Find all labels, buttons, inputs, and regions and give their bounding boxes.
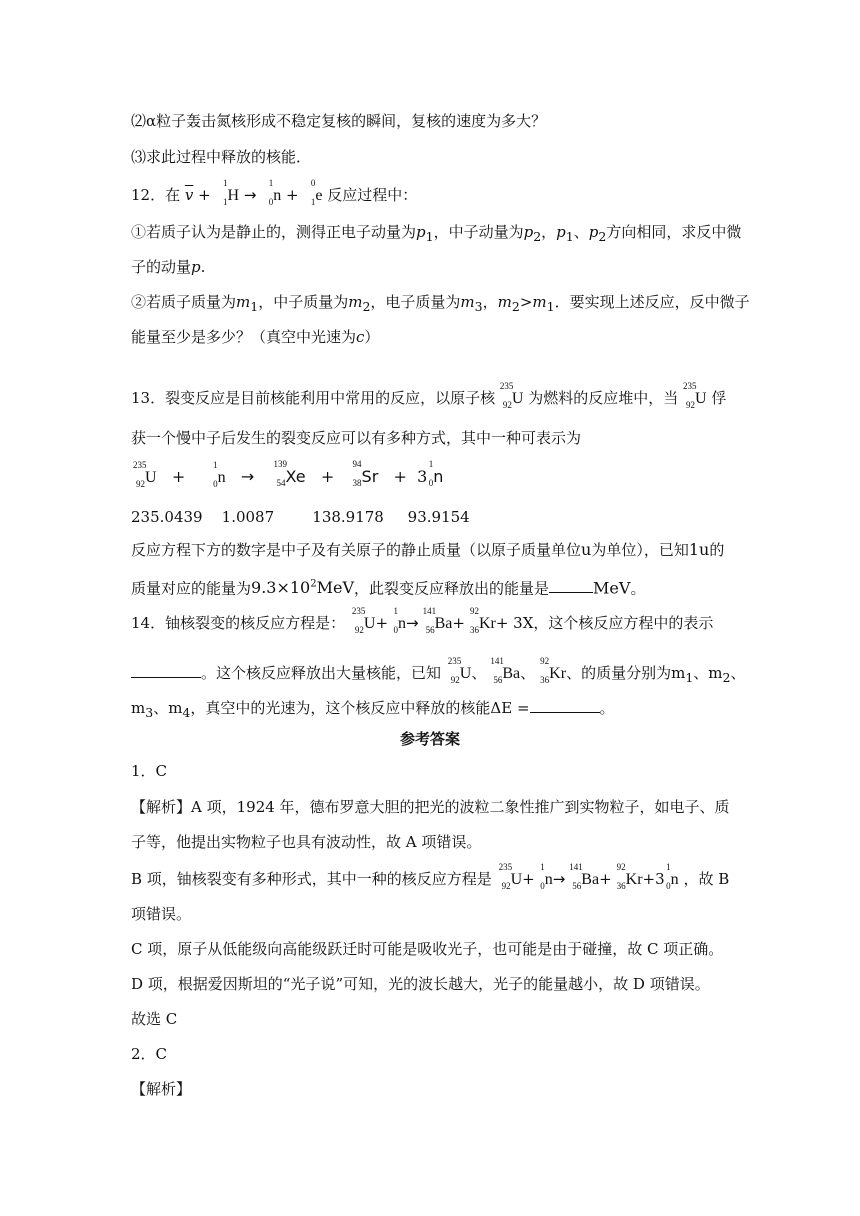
question-13-line-4: 质量对应的能量为$9.3\times 10^2MeV$，此裂变反应释放出的能量是 MeV。 — [131, 578, 646, 598]
answer-1: 1．C — [131, 762, 168, 780]
answer-1-explanation-line-3: B 项，铀核裂变有多种形式，其中一种的核反应方程是 235 92 U+ 1 0 n→ 141 56 Ba+ 92 36 Kr+3 1 0 n ，故 B — [131, 862, 730, 891]
answer-2: 2．C — [131, 1045, 168, 1063]
question-14-line-1: 14．铀核裂变的核反应方程是： 235 92 U+ 1 0 n→ 141 56 Ba+ 92 36 Kr+ 3X，这个核反应方程中的表示 — [131, 606, 714, 635]
question-13-line-1: 13．裂变反应是目前核能利用中常用的反应，以原子核 235 92 U 为燃料的反应堆中，当 235 92 U 俘 — [131, 381, 727, 410]
atomic-masses: 235.0439 1.0087 138.9178 93.9154 — [131, 508, 470, 526]
answer-blank[interactable] — [131, 663, 201, 678]
answer-blank[interactable] — [549, 578, 593, 593]
answer-2-explanation: 【解析】 — [131, 1080, 192, 1098]
answer-1-explanation-line-4: 项错误。 — [131, 905, 192, 923]
question-12-title: 12．在 $\overline{v}$ + 1 1 H → 1 0 n + 0 1 e 反应过程中： — [131, 178, 418, 207]
question-13-line-3: 反应方程下方的数字是中子及有关原子的静止质量（以原子质量单位u为单位），已知1u的 — [131, 540, 725, 559]
question-12-part-1-line-1: ①若质子认为是静止的，测得正电子动量为$p_1$，中子动量为$p_2$，$p_1$、$p_2$方向相同，求反中微 — [131, 223, 742, 244]
question-12-part-2-line-1: ②若质子质量为$m_1$，中子质量为$m_2$，电子质量为$m_3$，$m_2>m_1$．要实现上述反应，反中微子 — [131, 293, 750, 314]
answer-1-explanation-line-5: C 项，原子从低能级向高能级跃迁时可能是吸收光子，也可能是由于碰撞，故 C 项正确。 — [131, 940, 724, 958]
question-12-part-1-line-2: 子的动量p. — [131, 258, 206, 276]
uranium-235-nuclide: 235 92 U — [499, 381, 524, 410]
neutron-nuclide: 1 0 n — [268, 178, 282, 207]
question-13-line-2: 获一个慢中子后发生的裂变反应可以有多种方式，其中一种可表示为 — [131, 429, 582, 447]
answer-1-explanation-line-1: 【解析】A 项，1924 年，德布罗意大胆的把光的波粒二象性推广到实物粒子，如电子、质 — [131, 798, 730, 816]
positron-nuclide: 0 1 e — [310, 178, 323, 207]
question-14-line-3: $m_3$、$m_4$，真空中的光速为，这个核反应中释放的核能ΔE = 。 — [131, 699, 615, 720]
question-11-part-3: ⑶求此过程中释放的核能． — [131, 148, 312, 166]
answer-1-explanation-line-2: 子等，他提出实物粒子也具有波动性，故 A 项错误。 — [131, 833, 482, 851]
question-11-part-2: ⑵α粒子轰击氮核形成不稳定复核的瞬间，复核的速度为多大？ — [131, 112, 547, 130]
proton-nuclide: 1 1 H — [223, 178, 240, 207]
fission-equation: 235 92 U + 1 0 n → 139 54 Xe + 94 38 Sr + 3 1 0 n — [133, 459, 444, 489]
antineutrino-symbol: $\overline{v}$ — [184, 186, 194, 204]
question-14-line-2: 。这个核反应释放出大量核能，已知 235 92 U、 141 56 Ba、 92 36 Kr、的质量分别为$m_1$、$m_2$、 — [131, 663, 745, 688]
answers-title: 参考答案 — [399, 730, 460, 748]
answer-1-explanation-line-6: D 项，根据爱因斯坦的“光子说”可知，光的波长越大，光子的能量越小，故 D 项错误。 — [131, 975, 710, 993]
question-12-part-2-line-2: 能量至少是多少？（真空中光速为c） — [131, 328, 380, 346]
answer-1-conclusion: 故选 C — [131, 1010, 178, 1028]
uranium-235-nuclide: 235 92 U — [683, 381, 707, 410]
answer-blank[interactable] — [530, 698, 600, 713]
